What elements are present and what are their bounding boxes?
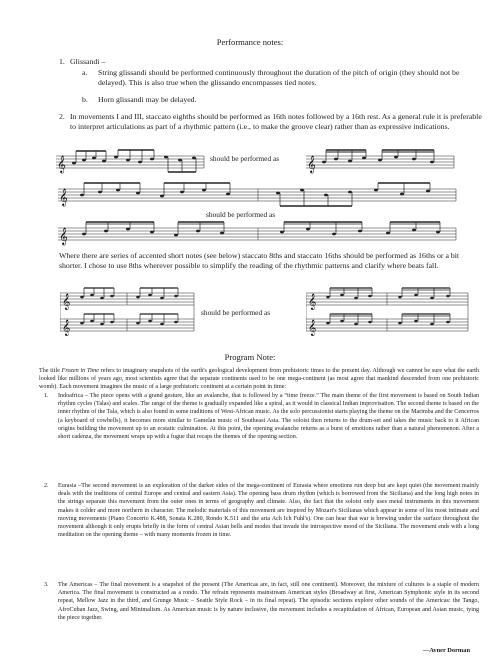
sub-label: b. xyxy=(82,95,88,104)
item-text: The Americas – The final movement is a snapshot of the present (The Americas are, in fact, still one continent). Moreover, the mixture of cultures is a staple of modern America. The final movement is constructed as a rondo. The refrain represents mainstream American styles (Broadway at first, American Symphonic style in its second repeat, Mellow Jazz in the third, and Grunge Music – Seattle Style Rock – in its final repeat). The episodic sections explore other sounds of the Americas: the Tango, AfroCuban Jazz, Swing, and Minimalism. As American music is by nature inclusive, the movement includes a recapitulation of African, European and Asian music, tying the piece together. xyxy=(58,582,479,621)
author-signature: —Avner Dorman xyxy=(422,647,470,654)
intro-pre: The title xyxy=(39,368,62,374)
item-number: 1. xyxy=(59,57,65,66)
program-note-title: Program Note: xyxy=(224,352,276,362)
piece-title: Frozen in Time xyxy=(61,368,99,374)
svg-text:𝄞: 𝄞 xyxy=(59,227,68,245)
intro-post: refers to imaginary snapshots of the earth's geological development from prehistoric times to the present day. Although we cannot be sure what the earth looked like millions of years ago, most scientists agree that the separate continents used to be one mega-continent (as most agree that mankind descended from one prehistoric womb). Each movement imagines the music of a large prehistoric continent at a certain point in time: xyxy=(39,368,479,391)
item-number: 2. xyxy=(59,112,65,121)
item-number: 3. xyxy=(44,582,49,588)
item-heading: Glissandi – xyxy=(70,57,106,66)
item-number: 1. xyxy=(44,393,49,399)
svg-text:𝄞: 𝄞 xyxy=(308,320,317,336)
item-text: In movements I and III, staccato eighths should be performed as 16th notes followed by a 16th rest. As a general rule it is preferable to interpret articulations as part of a rhythmic pattern (i.e., to make the groove clear) rather than as expressive indications. xyxy=(70,112,482,131)
caption-performed-as-3: should be performed as xyxy=(201,308,271,317)
svg-text:𝄞: 𝄞 xyxy=(308,294,317,310)
item-text: Eurasia –The second movement is an exploration of the darker sides of the mega-continent of Eurasia where emotions run deep but are kept quiet (the movement mainly deals with the traditions of central Europe and central and eastern Asia). The opening bass drum rhythm (which is borrowed from the Siciliana) and the long high notes in the strings separate this movement from the outer ones in terms of geography and climate. Also, the fact that the soloist only uses metal instruments in this movement makes it colder and more northern in character. The melodic materials of this movement are inspired by Mozart's Sicilianas which appear in some of his most intimate and moving movements (Piano Concerto K.488, Sonata K.280, Rondo K.511 and the aria Ach Ich Fuhl's). One can hear that war is brewing under the surface throughout the movement although it only erupts briefly in the form of central Asian bells and modes that invade the introspective mood of the Siciliana. The movement ends with a long meditation on the opening theme – with many moments frozen in time. xyxy=(58,483,479,539)
music-example-1-original xyxy=(56,148,206,176)
item-number: 2. xyxy=(44,483,49,489)
music-example-1-performed xyxy=(306,148,456,176)
item-text: Indoafrica – The piece opens with a grand gesture, like an avalanche, that is followed by a “time freeze.” The main theme of the first movement is based on South Indian rhythm cycles (Talas) and scales. The range of the theme is gradually expanded like a spiral, as it would in classical Indian improvisation. The second theme is based on the inner rhythm of the Tala, which is also found in some traditions of West-African music. As the solo percussionist starts playing the theme on the Marimba and the Cencerros (a keyboard of cowbells), it becomes more similar to Gamelan music of Southeast Asia. The soloist then returns to the drum-set and takes the music back to it African origins building the movement up to an ecstatic culmination. At this point, the opening avalanche returns as a burst of emotions rather than a natural phenomenon. After a short cadenza, the movement wraps up with a fugue that recaps the themes of the opening section. xyxy=(58,393,479,441)
sub-text: String glissandi should be performed continuously throughout the duration of the pitch of origin (they should not be delayed). This is also true when the glissando encompasses tied notes. xyxy=(98,68,460,87)
caption-performed-as-1: should be performed as xyxy=(210,154,280,163)
svg-text:𝄞: 𝄞 xyxy=(62,320,71,336)
svg-text:𝄞: 𝄞 xyxy=(59,188,68,206)
music-example-2-original xyxy=(58,180,458,208)
music-example-3-performed xyxy=(306,285,470,341)
program-intro xyxy=(39,367,479,392)
music-example-3-original xyxy=(60,285,196,341)
accented-notes-paragraph: Where there are series of accented short notes (see below) staccato 8ths and staccato 16ths should be performed as 16ths or a bit shorter. I chose to use 8ths wherever possible to simplify the reading of the rhythmic patterns and clarify where beats fall. xyxy=(59,251,460,270)
sub-text: Horn glissandi may be delayed. xyxy=(98,95,197,104)
svg-text:𝄞: 𝄞 xyxy=(57,155,66,173)
caption-performed-as-2: should be performed as xyxy=(206,210,276,219)
performance-notes-title: Performance notes: xyxy=(216,37,284,47)
svg-text:𝄞: 𝄞 xyxy=(307,155,316,173)
svg-text:𝄞: 𝄞 xyxy=(62,294,71,310)
music-example-2-performed xyxy=(58,220,458,246)
sub-label: a. xyxy=(82,68,88,77)
